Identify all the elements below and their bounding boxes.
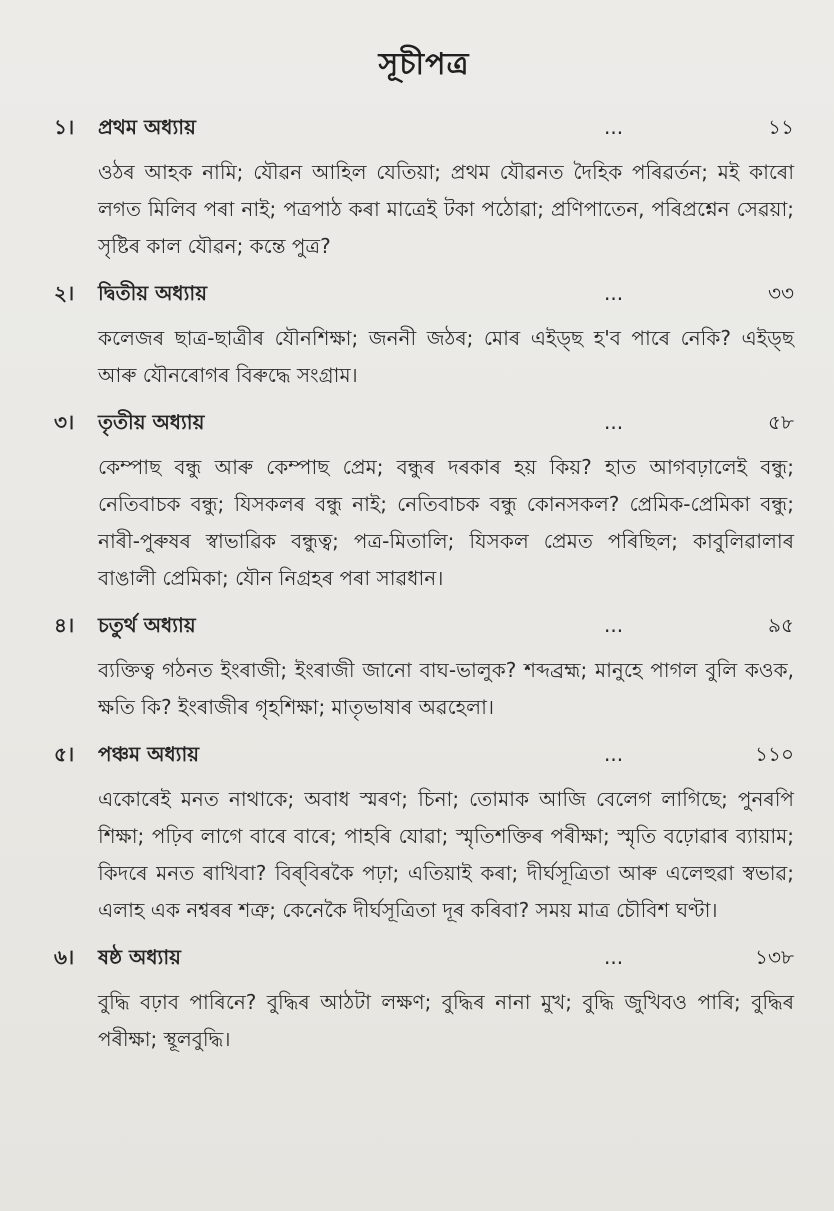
page-number: ১১ (768, 115, 794, 139)
toc-entry-heading (54, 740, 794, 773)
chapter-title: ষষ্ঠ অধ্যায় (98, 945, 181, 969)
chapter-number: ১। (54, 115, 75, 139)
chapter-number: ২। (54, 281, 75, 305)
leader-dots: ... (604, 410, 624, 434)
toc-entry-heading (54, 611, 794, 644)
toc-entry (54, 740, 794, 929)
chapter-title: পঞ্চম অধ্যায় (98, 742, 200, 766)
chapter-number: ৩। (54, 410, 75, 434)
page-number: ৯৫ (768, 613, 794, 637)
page-number: ৩৩ (767, 281, 794, 305)
chapter-description: কেম্পাছ বন্ধু আৰু কেম্পাছ প্ৰেম; বন্ধুৰ দৰকাৰ হয় কিয়? হাত আগবঢ়ালেই বন্ধু; নেতিবাচক বন্ধু; যিসকলৰ বন্ধু নাই; নেতিবাচক বন্ধু কোনসকল? প্ৰেমিক-প্ৰেমিকা বন্ধু; নাৰী-পুৰুষৰ স্বাভাৱিক বন্ধুত্ব; পত্ৰ-মিতালি; যিসকল প্ৰেমত পৰিছিল; কাবুলিৱালাৰ বাঙালী প্ৰেমিকা; যৌন নিগ্ৰহৰ পৰা সাৱধান। (98, 455, 794, 590)
table-of-contents (54, 113, 794, 1058)
leader-dots: ... (604, 115, 624, 139)
toc-entry-heading (54, 279, 794, 312)
toc-entry-heading (54, 943, 794, 976)
chapter-title: তৃতীয় অধ্যায় (98, 410, 205, 434)
chapter-number: ৬। (54, 945, 75, 969)
toc-entry (54, 279, 794, 394)
chapter-description: একোৰেই মনত নাথাকে; অবাধ স্মৰণ; চিনা; তোমাক আজি বেলেগ লাগিছে; পুনৰপি শিক্ষা; পঢ়িব লাগে বাৰে বাৰে; পাহৰি যোৱা; স্মৃতিশক্তিৰ পৰীক্ষা; স্মৃতি বঢ়োৱাৰ ব্যায়াম; কিদৰে মনত ৰাখিবা? বিৰ্‌বিৰকৈ পঢ়া; এতিয়াই কৰা; দীৰ্ঘসূত্ৰিতা আৰু এলেহুৱা স্বভাৱ; এলাহ এক নশ্বৰৰ শত্ৰু; কেনেকৈ দীৰ্ঘসূত্ৰিতা দূৰ কৰিবা? সময় মাত্ৰ চৌবিশ ঘণ্টা। (98, 787, 794, 922)
chapter-number: ৪। (54, 613, 75, 637)
chapter-description: কলেজৰ ছাত্ৰ-ছাত্ৰীৰ যৌনশিক্ষা; জননী জঠৰ; মোৰ এইড্‌ছ হ'ব পাৰে নেকি? এইড্‌ছ আৰু যৌনৰোগৰ বিৰুদ্ধে সংগ্ৰাম। (98, 326, 794, 387)
toc-entry (54, 611, 794, 726)
page-number: ৫৮ (768, 410, 794, 434)
toc-entry-heading (54, 408, 794, 441)
page-number: ১৩৮ (755, 945, 794, 969)
chapter-title: দ্বিতীয় অধ্যায় (98, 281, 207, 305)
page-number: ১১০ (755, 742, 794, 766)
page-title: সূচীপত্ৰ (378, 47, 470, 82)
chapter-number: ৫। (54, 742, 75, 766)
chapter-description: বুদ্ধি বঢ়াব পাৰিনে? বুদ্ধিৰ আঠটা লক্ষণ; বুদ্ধিৰ নানা মুখ; বুদ্ধি জুখিবও পাৰি; বুদ্ধিৰ পৰীক্ষা; স্থূলবুদ্ধি। (98, 990, 794, 1051)
toc-entry-heading (54, 113, 794, 146)
chapter-description: ওঠৰ আহক নামি; যৌৱন আহিল যেতিয়া; প্ৰথম যৌৱনত দৈহিক পৰিৱৰ্তন; মই কাৰো লগত মিলিব পৰা নাই; পত্ৰপাঠ কৰা মাত্ৰেই টকা পঠোৱা; প্ৰণিপাতেন, পৰিপ্ৰশ্নেন সেৱয়া; সৃষ্টিৰ কাল যৌৱন; কন্তে পুত্ৰ? (98, 160, 794, 258)
leader-dots: ... (604, 742, 624, 766)
chapter-title: চতুৰ্থ অধ্যায় (98, 613, 196, 637)
chapter-title: প্ৰথম অধ্যায় (98, 115, 196, 139)
leader-dots: ... (604, 613, 624, 637)
leader-dots: ... (604, 281, 624, 305)
leader-dots: ... (604, 945, 624, 969)
toc-entry (54, 408, 794, 597)
toc-entry (54, 113, 794, 265)
chapter-description: ব্যক্তিত্ব গঠনত ইংৰাজী; ইংৰাজী জানো বাঘ-ভালুক? শব্দব্ৰহ্ম; মানুহে পাগল বুলি কওক, ক্ষতি কি? ইংৰাজীৰ গৃহশিক্ষা; মাতৃভাষাৰ অৱহেলা। (98, 658, 794, 719)
toc-entry (54, 943, 794, 1058)
